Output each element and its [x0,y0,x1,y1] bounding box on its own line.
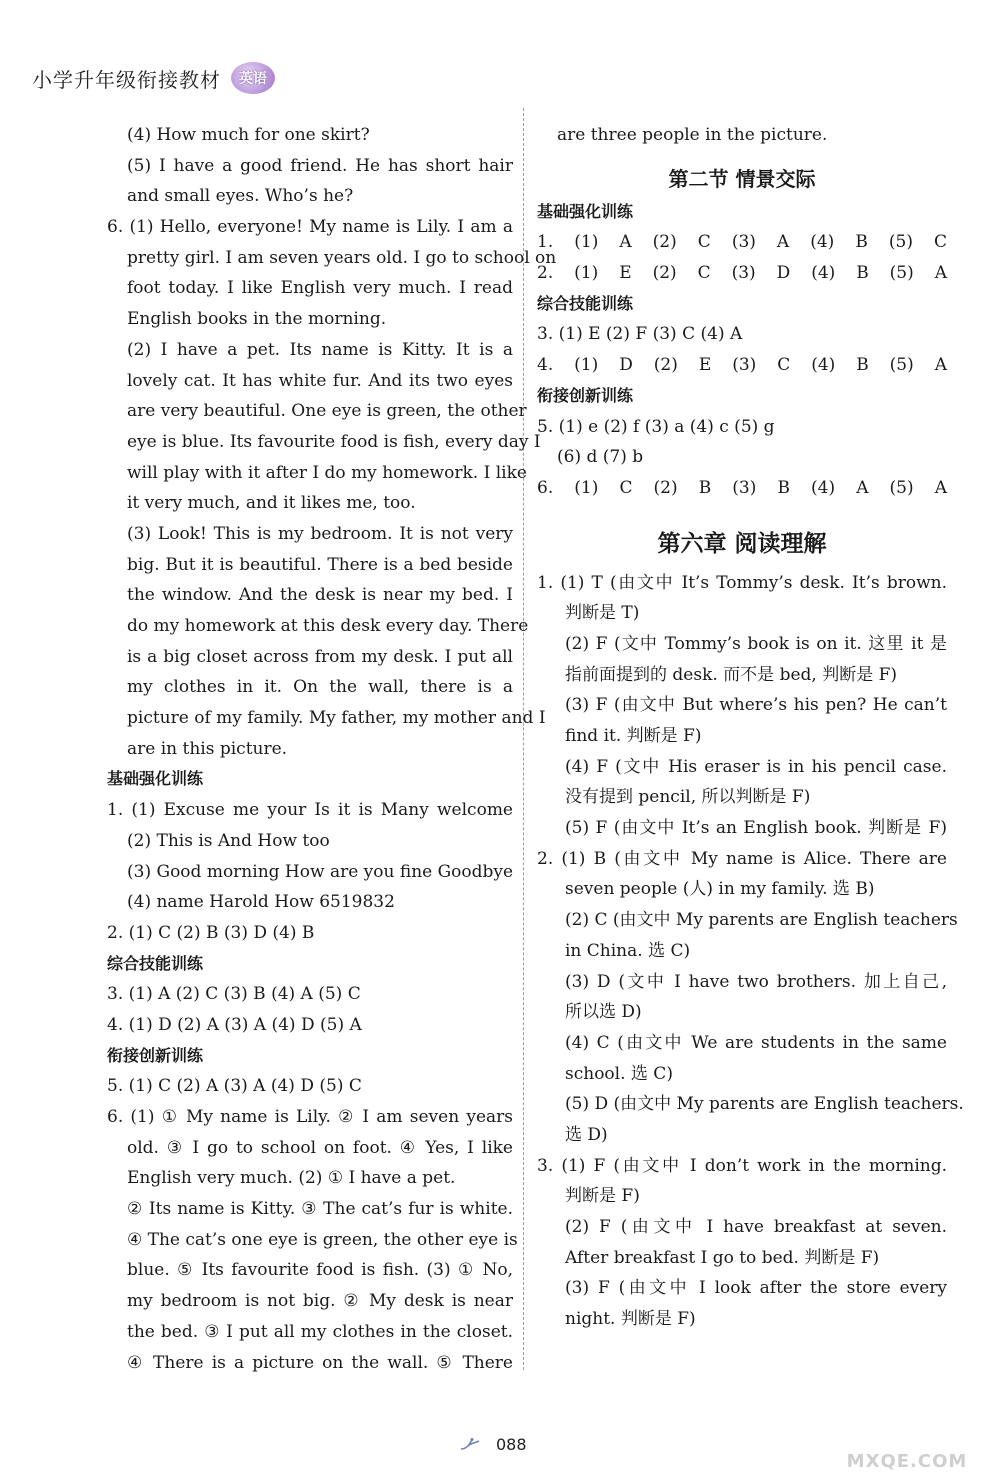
text-line: 6. (1) Hello, everyone! My name is Lily. I am a [107,217,513,238]
page-number: 088 [496,1434,527,1454]
text-line: will play with it after I do my homework. I like [127,462,527,483]
section-heading: 综合技能训练 [107,953,204,973]
section-heading: 衔接创新训练 [107,1045,204,1065]
text-line: (2) This is And How too [127,830,330,851]
text-line: (2) F (由文中 I have breakfast at seven. [565,1217,947,1237]
text-line: picture of my family. My father, my mother and I [127,708,546,729]
text-line: find it. 判断是 F) [565,726,702,746]
text-line: (4) How much for one skirt? [127,125,370,145]
text-line: it very much, and it likes me, too. [127,493,416,514]
text-line: 3. (1) E (2) F (3) C (4) A [537,324,743,345]
text-line: 4. (1) D (2) A (3) A (4) D (5) A [107,1014,362,1035]
book-title: 小学升年级衔接教材 [32,67,221,92]
text-line: English very much. (2) ① I have a pet. [127,1168,456,1189]
subject-badge: 英语 [231,62,275,94]
leaf-ornament-icon [460,1437,480,1451]
text-line: lovely cat. It has white fur. And its two eyes [127,370,513,391]
section-heading: 综合技能训练 [537,293,634,313]
section-heading: 基础强化训练 [537,201,634,221]
subsection-heading: 第二节 情景交际 [668,166,816,191]
text-line: 2. (1) C (2) B (3) D (4) B [107,922,315,943]
text-line: (6) d (7) b [557,447,644,468]
left-column [107,120,557,1378]
text-line: (5) F (由文中 It’s an English book. 判断是 F) [565,818,947,839]
text-line: 6. (1) ① My name is Lily. ② I am seven years [107,1107,513,1127]
text-line: 所以选 D) [565,1002,642,1023]
text-line: 没有提到 pencil, 所以判断是 F) [565,787,811,808]
text-line: is a big closet across from my desk. I put all [127,646,513,667]
text-line: 5. (1) C (2) A (3) A (4) D (5) C [107,1076,362,1097]
text-line: 1. (1) A (2) C (3) A (4) B (5) C [537,232,947,253]
text-line: 5. (1) e (2) f (3) a (4) c (5) g [537,416,775,437]
text-line: (3) F (由文中 But where’s his pen? He can’t [565,695,947,716]
text-line: (2) C (由文中 My parents are English teachers [565,910,958,931]
text-line: 3. (1) A (2) C (3) B (4) A (5) C [107,984,361,1005]
text-line: 1. (1) Excuse me your Is it is Many welcome [107,800,513,821]
text-line: 6. (1) C (2) B (3) B (4) A (5) A [537,477,947,498]
page-footer [460,1432,527,1456]
text-line: and small eyes. Who’s he? [127,186,354,207]
text-line: ④ There is a picture on the wall. ⑤ There [127,1352,513,1373]
text-line: (3) F (由文中 I look after the store every [565,1278,947,1299]
text-line: (4) name Harold How 6519832 [127,892,395,913]
text-line: the bed. ③ I put all my clothes in the closet. [127,1321,513,1342]
page-header [32,60,275,96]
text-line: 2. (1) B (由文中 My name is Alice. There are [537,848,947,869]
text-line: seven people (人) in my family. 选 B) [565,879,875,900]
text-line: 选 D) [565,1124,608,1145]
text-line: (2) I have a pet. Its name is Kitty. It is a [127,339,513,360]
text-line: ④ The cat’s one eye is green, the other eye is [127,1229,518,1250]
text-line: (5) I have a good friend. He has short hair [127,155,513,176]
watermark-logo [832,1396,982,1472]
text-line: my bedroom is not big. ② My desk is near [127,1291,513,1312]
text-line: (3) Good morning How are you fine Goodbye [127,861,514,882]
text-line: do my homework at this desk every day. There [127,616,529,636]
text-line: pretty girl. I am seven years old. I go to school on [127,247,557,268]
text-line: (5) D (由文中 My parents are English teachers. [565,1094,964,1115]
text-line: foot today. I like English very much. I read [127,278,513,299]
text-line: eye is blue. Its favourite food is fish, every day I [127,431,541,452]
text-line: blue. ⑤ Its favourite food is fish. (3) ① No, [127,1260,513,1281]
text-line: (4) F (文中 His eraser is in his pencil case. [565,756,947,777]
text-line: 4. (1) D (2) E (3) C (4) B (5) A [537,355,947,376]
text-line: 2. (1) E (2) C (3) D (4) B (5) A [537,263,947,284]
right-column [537,120,964,1335]
watermark-text: MXQE.COM [846,1451,968,1472]
text-line: (3) D (文中 I have two brothers. 加上自己, [565,971,947,992]
text-line: my clothes in it. On the wall, there is a [127,677,513,698]
text-line: old. ③ I go to school on foot. ④ Yes, I like [127,1137,513,1158]
text-line: school. 选 C) [565,1063,673,1084]
text-line: 判断是 F) [565,1186,640,1207]
text-line: are three people in the picture. [557,125,828,145]
text-line: 判断是 T) [565,603,640,624]
text-line: 1. (1) T (由文中 It’s Tommy’s desk. It’s brown. [537,572,947,593]
text-line: (2) F (文中 Tommy’s book is on it. 这里 it 是 [565,633,947,654]
column-divider [523,108,524,1370]
text-line: are very beautiful. One eye is green, the other [127,401,527,422]
text-line: ② Its name is Kitty. ③ The cat’s fur is white. [127,1199,513,1220]
text-line: the window. And the desk is near my bed. I [127,585,513,606]
text-line: (3) Look! This is my bedroom. It is not very [127,523,513,544]
text-line: (4) C (由文中 We are students in the same [565,1032,947,1053]
section-heading: 基础强化训练 [107,769,204,789]
text-line: 3. (1) F (由文中 I don’t work in the morning. [537,1155,947,1176]
text-line: in China. 选 C) [565,940,691,961]
text-line: English books in the morning. [127,309,387,330]
text-line: After breakfast I go to bed. 判断是 F) [565,1247,880,1268]
chapter-heading: 第六章 阅读理解 [657,530,827,557]
section-heading: 衔接创新训练 [537,385,634,405]
text-line: big. But it is beautiful. There is a bed beside [127,554,513,575]
text-line: 指前面提到的 desk. 而不是 bed, 判断是 F) [565,664,898,685]
text-line: are in this picture. [127,738,288,759]
text-line: night. 判断是 F) [565,1309,696,1330]
